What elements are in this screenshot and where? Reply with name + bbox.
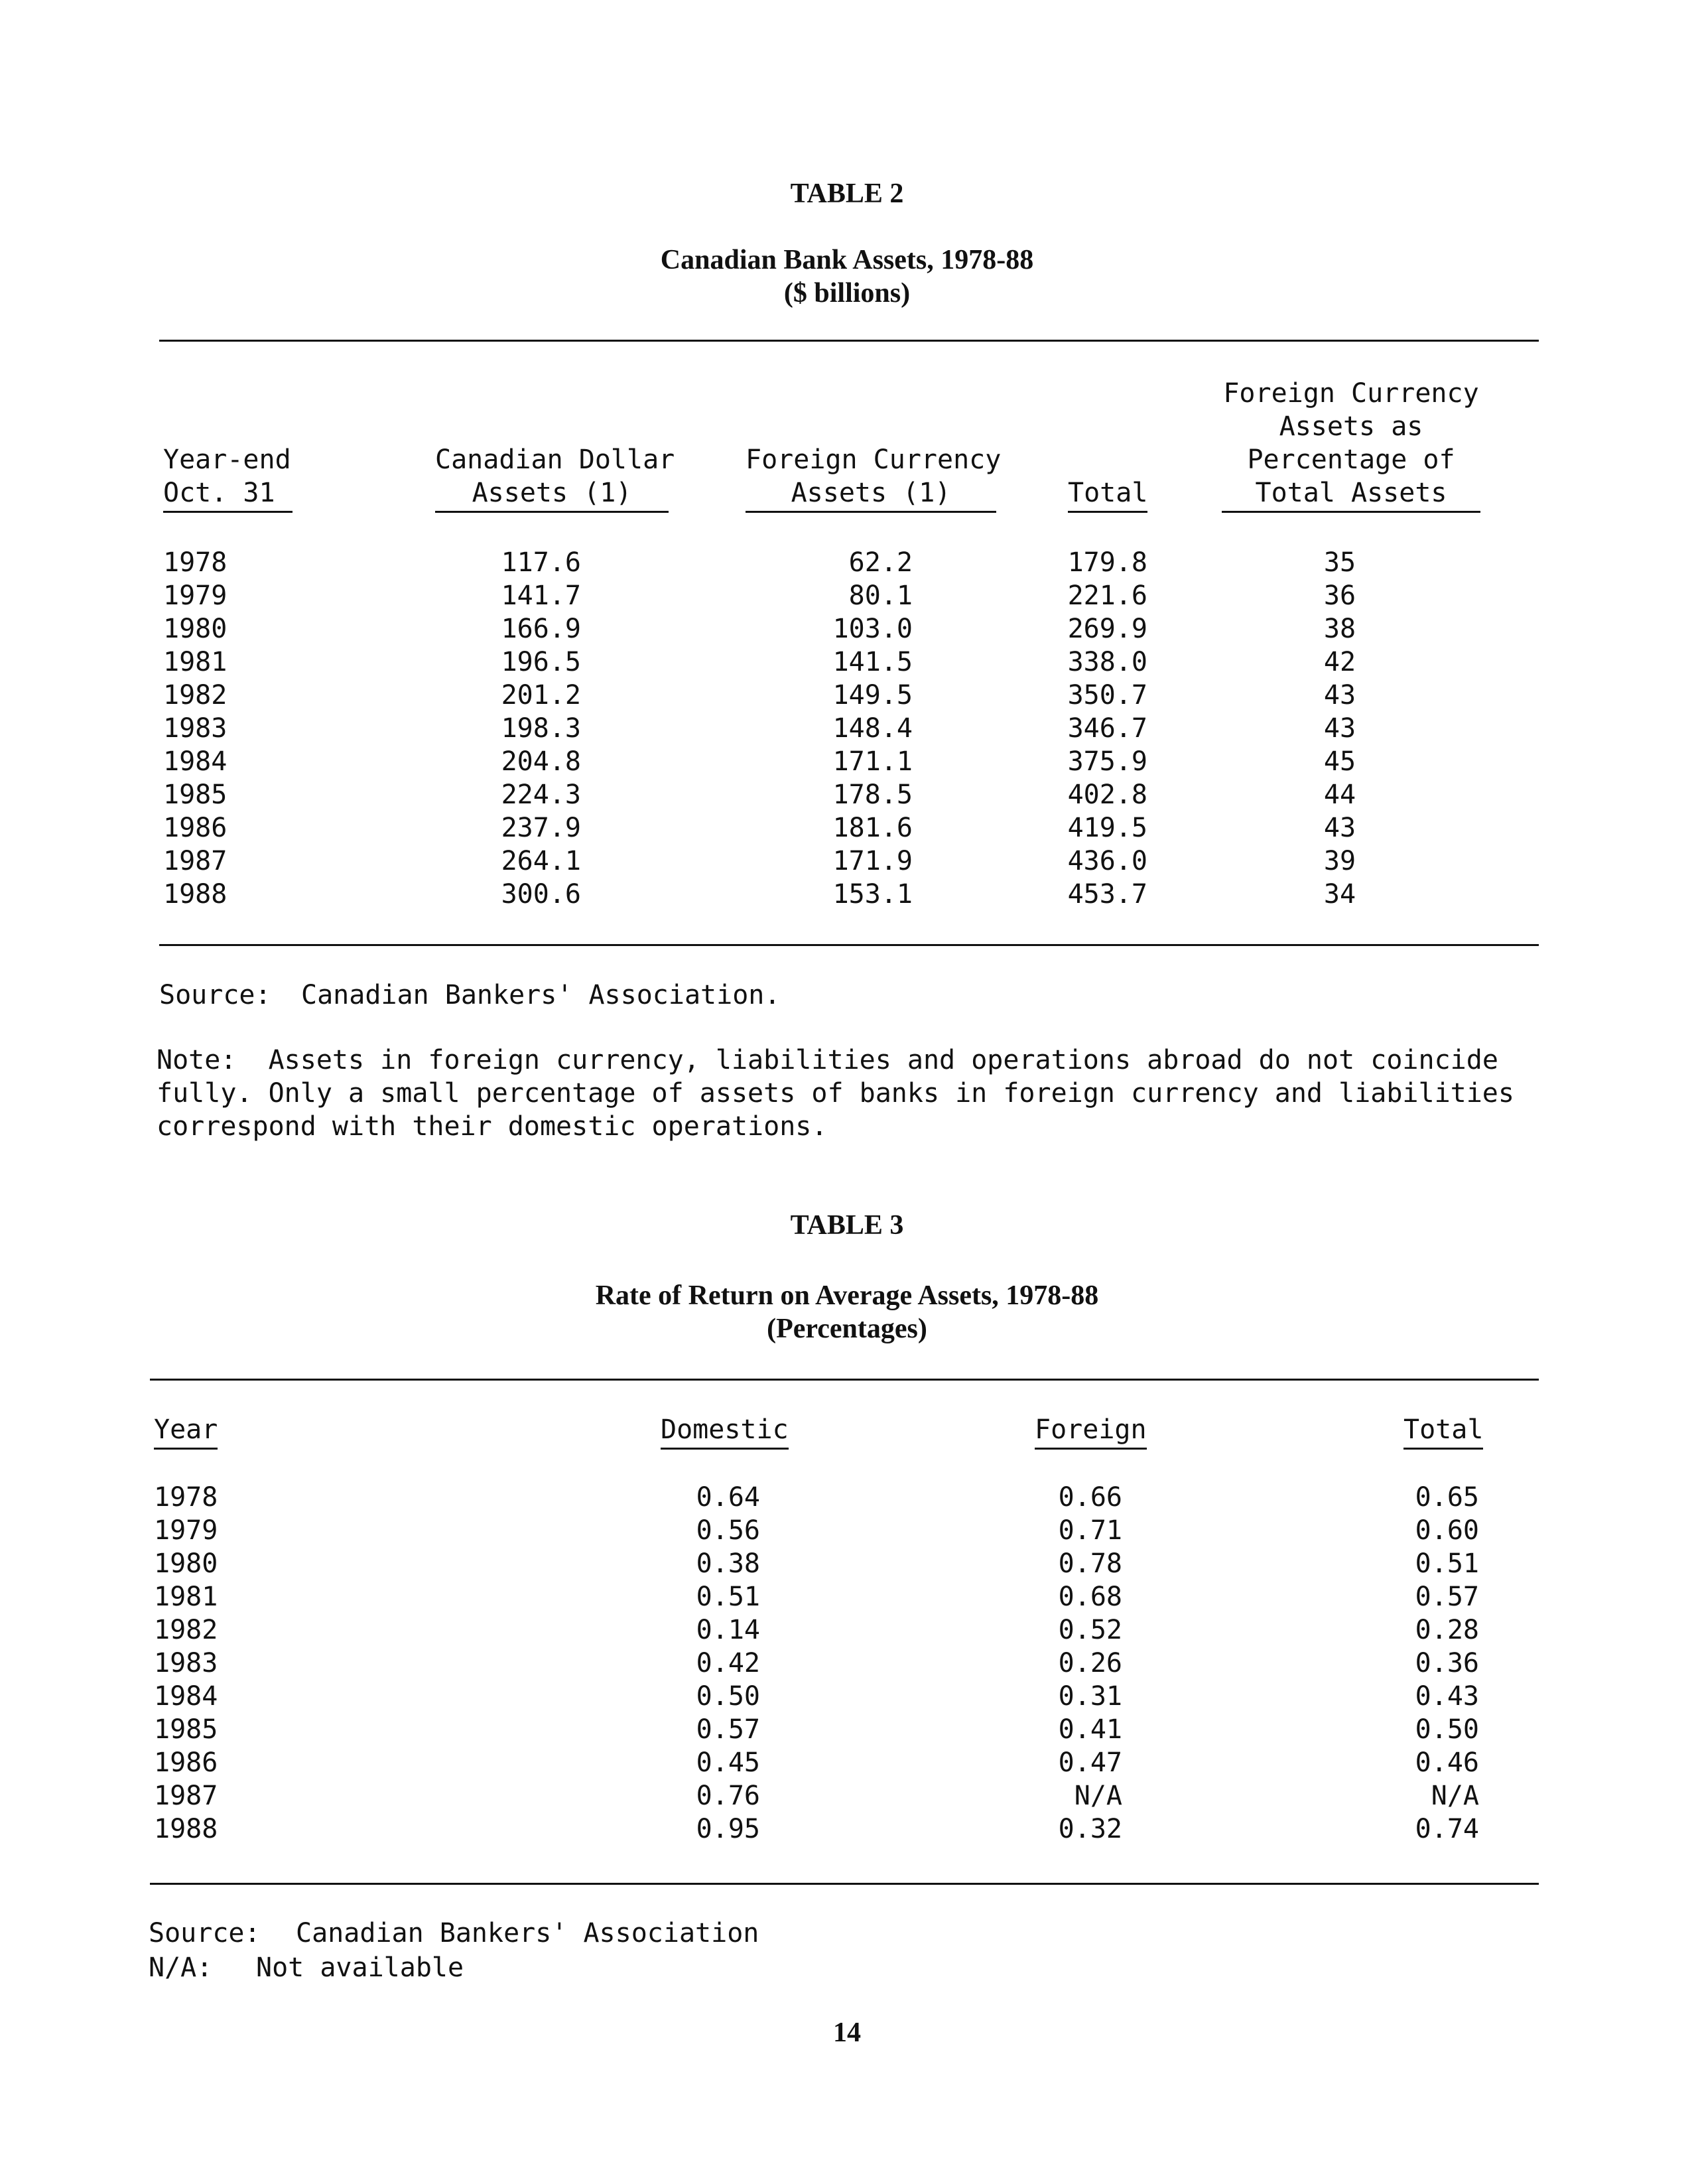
table-cell: 375.9	[1067, 746, 1147, 777]
table-cell: 0.64	[696, 1482, 760, 1513]
table-cell: 39	[1323, 846, 1356, 876]
table-cell: 0.60	[1415, 1515, 1479, 1546]
table-cell: 0.57	[1415, 1582, 1479, 1612]
table-cell: 35	[1323, 547, 1356, 578]
table-cell: 0.28	[1415, 1615, 1479, 1645]
table2-title: Canadian Bank Assets, 1978-88	[660, 245, 1034, 275]
table2-header-cad	[435, 443, 675, 513]
table2-source	[159, 979, 271, 1012]
table-cell: 1978	[163, 547, 228, 578]
table-cell: 34	[1323, 879, 1356, 910]
table3-source-label: Source:	[149, 1918, 261, 1948]
table2-top-rule	[159, 340, 1539, 342]
table-cell: 196.5	[501, 647, 581, 677]
table-cell: 300.6	[501, 879, 581, 910]
table3-col-foreign	[1043, 1481, 1122, 1846]
table-cell: 181.6	[832, 813, 913, 843]
table-cell: 1985	[163, 780, 228, 810]
table-cell: 338.0	[1067, 647, 1147, 677]
table-cell: 0.76	[696, 1781, 760, 1811]
table-cell: 0.42	[696, 1648, 760, 1678]
table-cell: 1986	[163, 813, 228, 843]
table3-col-year	[154, 1481, 218, 1846]
header-pct-line3: Percentage of	[1247, 444, 1455, 475]
table2-col-total	[1035, 546, 1147, 911]
table-cell: 38	[1323, 614, 1356, 644]
table-cell: 43	[1323, 813, 1356, 843]
table3-header-year	[154, 1413, 218, 1450]
table2-col-cad	[464, 546, 581, 911]
table3-na-text: Not available	[256, 1952, 464, 1983]
table3-header-foreign	[1035, 1413, 1147, 1450]
note-label: Note:	[157, 1045, 237, 1075]
table-cell: 0.50	[1415, 1714, 1479, 1745]
table-cell: 0.31	[1058, 1681, 1122, 1712]
table2-header-pct	[1222, 377, 1480, 513]
table-cell: 346.7	[1067, 713, 1147, 744]
table-cell: 141.5	[832, 647, 913, 677]
table-cell: 1978	[154, 1482, 218, 1513]
table-cell: 1981	[163, 647, 228, 677]
table-cell: 42	[1323, 647, 1356, 677]
table-cell: 0.51	[696, 1582, 760, 1612]
table-cell: 117.6	[501, 547, 581, 578]
table2-source-text: Canadian Bankers' Association.	[301, 980, 781, 1010]
table2-label: TABLE 2	[790, 178, 904, 209]
table-cell: 80.1	[848, 580, 913, 611]
table-cell: 36	[1323, 580, 1356, 611]
table-cell: 44	[1323, 780, 1356, 810]
table3-bottom-rule	[150, 1883, 1539, 1885]
table-cell: 1982	[163, 680, 228, 711]
table-cell: 1987	[154, 1781, 218, 1811]
header-foreign-label: Foreign	[1035, 1413, 1147, 1450]
table-cell: 0.47	[1058, 1747, 1122, 1778]
header-fc-line2: Assets (1)	[746, 476, 996, 513]
table-cell: N/A	[1431, 1781, 1479, 1811]
table-cell: 43	[1323, 713, 1356, 744]
table-cell: 402.8	[1067, 780, 1147, 810]
table-cell: 179.8	[1067, 547, 1147, 578]
table-cell: 45	[1323, 746, 1356, 777]
table3-header-domestic	[661, 1413, 789, 1450]
table-cell: 0.41	[1058, 1714, 1122, 1745]
table-cell: 1979	[163, 580, 228, 611]
table2-header-year	[163, 443, 293, 513]
table-cell: 1985	[154, 1714, 218, 1745]
table-cell: 0.36	[1415, 1648, 1479, 1678]
header-year-line1: Year-end	[163, 444, 291, 475]
table-cell: 148.4	[832, 713, 913, 744]
table-cell: 0.78	[1058, 1548, 1122, 1579]
table-cell: 0.26	[1058, 1648, 1122, 1678]
table-cell: 221.6	[1067, 580, 1147, 611]
table-cell: 43	[1323, 680, 1356, 711]
table3-col-domestic	[681, 1481, 760, 1846]
table2-bottom-rule	[159, 944, 1539, 946]
table2-col-fc	[783, 546, 913, 911]
table-cell: 1981	[154, 1582, 218, 1612]
table-cell: N/A	[1074, 1781, 1122, 1811]
table-cell: 62.2	[848, 547, 913, 578]
table-cell: 419.5	[1067, 813, 1147, 843]
table-cell: 0.57	[696, 1714, 760, 1745]
table-cell: 0.68	[1058, 1582, 1122, 1612]
table-cell: 0.45	[696, 1747, 760, 1778]
table2-col-year	[163, 546, 227, 911]
table-cell: 436.0	[1067, 846, 1147, 876]
table3-top-rule	[150, 1379, 1539, 1381]
header-year-line2: Oct. 31	[163, 476, 293, 513]
table-cell: 269.9	[1067, 614, 1147, 644]
table-cell: 224.3	[501, 780, 581, 810]
table2-header-fc	[746, 443, 1002, 513]
table3-col-total	[1400, 1481, 1479, 1846]
table-cell: 103.0	[832, 614, 913, 644]
header-pct-line4: Total Assets	[1222, 476, 1480, 513]
table-cell: 171.9	[832, 846, 913, 876]
table-cell: 178.5	[832, 780, 913, 810]
table-cell: 0.43	[1415, 1681, 1479, 1712]
table-cell: 0.14	[696, 1615, 760, 1645]
table-cell: 1983	[163, 713, 228, 744]
table-cell: 1986	[154, 1747, 218, 1778]
header-total-label: Total	[1068, 476, 1147, 513]
table-cell: 0.66	[1058, 1482, 1122, 1513]
table-cell: 0.71	[1058, 1515, 1122, 1546]
table-cell: 0.38	[696, 1548, 760, 1579]
table2-note	[157, 1044, 1536, 1143]
table3-na-label: N/A:	[149, 1952, 213, 1983]
table-cell: 1988	[154, 1814, 218, 1844]
table-cell: 0.32	[1058, 1814, 1122, 1844]
table3-source-text: Canadian Bankers' Association	[296, 1918, 759, 1948]
header-cad-line1: Canadian Dollar	[435, 444, 675, 475]
table-cell: 1988	[163, 879, 228, 910]
table-cell: 149.5	[832, 680, 913, 711]
source-label: Source:	[159, 980, 271, 1010]
table-cell: 0.52	[1058, 1615, 1122, 1645]
table-cell: 171.1	[832, 746, 913, 777]
table-cell: 0.74	[1415, 1814, 1479, 1844]
table-cell: 1980	[163, 614, 228, 644]
table-cell: 1980	[154, 1548, 218, 1579]
header-total-label: Total	[1403, 1413, 1483, 1450]
header-cad-line2: Assets (1)	[435, 476, 669, 513]
table3-header-total	[1403, 1413, 1483, 1450]
header-domestic-label: Domestic	[661, 1413, 789, 1450]
table-cell: 1979	[154, 1515, 218, 1546]
table3-title: Rate of Return on Average Assets, 1978-88	[595, 1280, 1099, 1311]
header-fc-line1: Foreign Currency	[746, 444, 1002, 475]
table2-header-total	[1068, 476, 1147, 513]
note-text: Assets in foreign currency, liabilities and operations abroad do not coincide fully. Only a small percentage of assets of banks in foreign currency and liabilities correspond with their domestic operations.	[157, 1045, 1514, 1142]
header-year-label: Year	[154, 1413, 218, 1450]
table-cell: 1984	[163, 746, 228, 777]
page-number: 14	[833, 2017, 861, 2048]
table3-subtitle: (Percentages)	[767, 1314, 927, 1344]
table-cell: 141.7	[501, 580, 581, 611]
table-cell: 204.8	[501, 746, 581, 777]
table2-col-pct	[1300, 546, 1380, 911]
table-cell: 1984	[154, 1681, 218, 1712]
table-cell: 237.9	[501, 813, 581, 843]
table-cell: 198.3	[501, 713, 581, 744]
table-cell: 0.56	[696, 1515, 760, 1546]
table-cell: 350.7	[1067, 680, 1147, 711]
table2-subtitle: ($ billions)	[783, 278, 911, 308]
table-cell: 0.95	[696, 1814, 760, 1844]
table-cell: 1982	[154, 1615, 218, 1645]
table-cell: 0.46	[1415, 1747, 1479, 1778]
header-pct-line2: Assets as	[1279, 411, 1423, 442]
table-cell: 264.1	[501, 846, 581, 876]
table-cell: 201.2	[501, 680, 581, 711]
table-cell: 0.65	[1415, 1482, 1479, 1513]
table-cell: 453.7	[1067, 879, 1147, 910]
table-cell: 166.9	[501, 614, 581, 644]
table-cell: 0.51	[1415, 1548, 1479, 1579]
table3-label: TABLE 3	[790, 1210, 904, 1241]
table-cell: 1983	[154, 1648, 218, 1678]
header-pct-line1: Foreign Currency	[1223, 378, 1479, 409]
table-cell: 0.50	[696, 1681, 760, 1712]
table-cell: 153.1	[832, 879, 913, 910]
table-cell: 1987	[163, 846, 228, 876]
